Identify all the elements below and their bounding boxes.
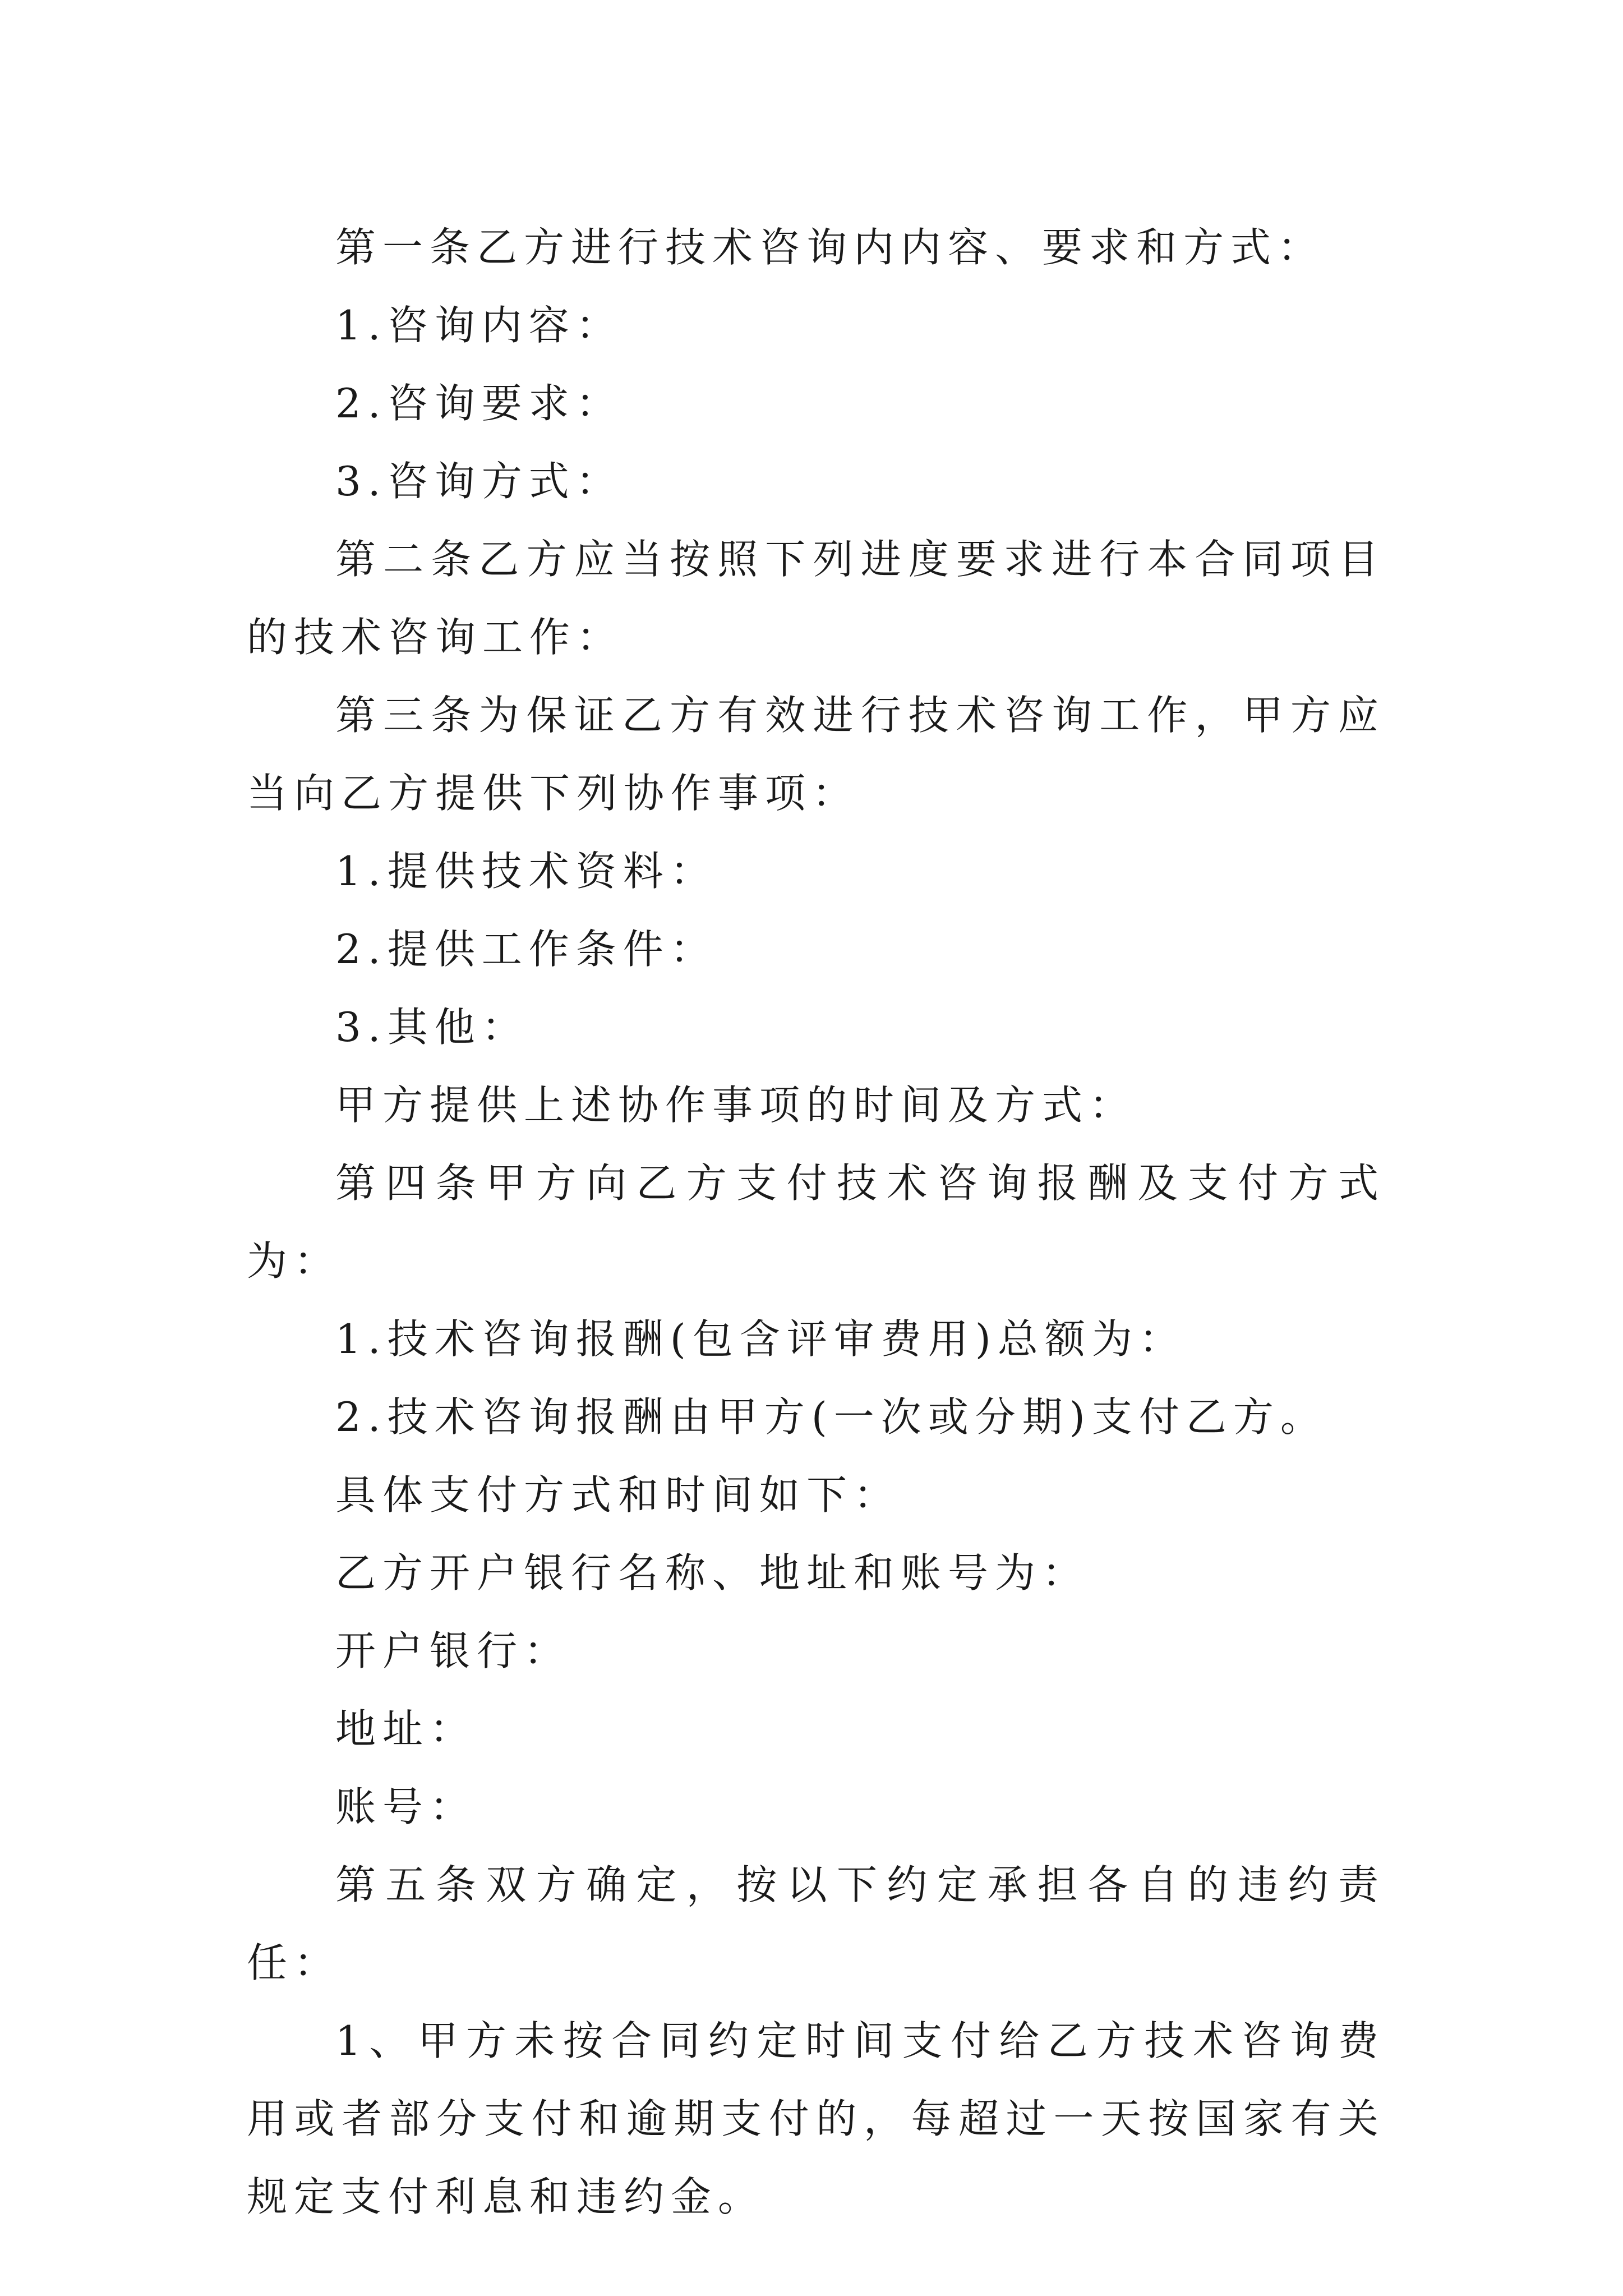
paragraph-cooperation-time-method: 甲方提供上述协作事项的时间及方式： [335,1082,1137,1129]
paragraph-consult-method: 3.咨询方式： [335,458,623,505]
paragraph-consult-requirements: 2.咨询要求： [335,380,623,427]
paragraph-article-1: 第一条乙方进行技术咨询内内容、要求和方式： [335,224,1325,271]
paragraph-consult-content: 1.咨询内容： [335,302,623,349]
paragraph-provide-technical-materials: 1.提供技术资料： [335,848,717,895]
paragraph-article-4: 第四条甲方向乙方支付技术咨询报酬及支付方式为： [247,1159,1385,1285]
paragraph-bank-info-heading: 乙方开户银行名称、地址和账号为： [335,1549,1090,1596]
paragraph-bank-address: 地址： [335,1705,477,1752]
paragraph-article-2: 第二条乙方应当按照下列进度要求进行本合同项目的技术咨询工作： [247,536,1385,661]
paragraph-breach-clause-1: 1、甲方未按合同约定时间支付给乙方技术咨询费用或者部分支付和逾期支付的，每超过一天按国家有关规定支付利息和违约金。 [247,2017,1385,2220]
paragraph-fee-payment: 2.技术咨询报酬由甲方(一次或分期)支付乙方。 [335,1393,1327,1441]
paragraph-fee-total: 1.技术咨询报酬(包含评审费用)总额为： [335,1315,1186,1363]
paragraph-provide-work-conditions: 2.提供工作条件： [335,926,717,973]
paragraph-article-5: 第五条双方确定，按以下约定承担各自的违约责任： [247,1861,1385,1986]
paragraph-bank-account: 账号： [335,1783,477,1830]
paragraph-article-3: 第三条为保证乙方有效进行技术咨询工作，甲方应当向乙方提供下列协作事项： [247,692,1385,817]
document-body [247,209,1385,2236]
paragraph-bank-name: 开户银行： [335,1627,571,1674]
paragraph-other: 3.其他： [335,1004,529,1051]
paragraph-payment-details: 具体支付方式和时间如下： [335,1471,901,1519]
